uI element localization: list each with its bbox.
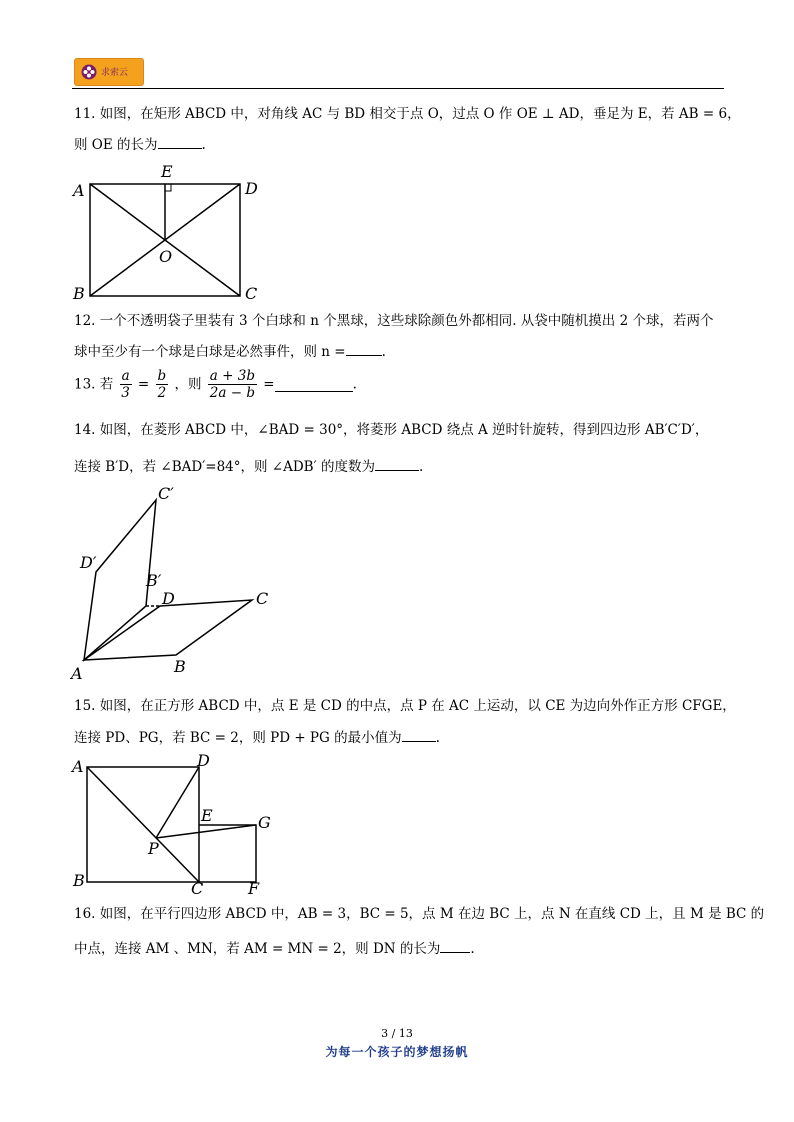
q15-answer-blank[interactable] [402, 727, 436, 742]
q13-fraction-a3 [120, 368, 132, 401]
q12-text-line1: 12. 一个不透明袋子里装有 3 个白球和 n 个黑球，这些球除颜色外都相同. 从袋中随机摸出 2 个球，若两个 [74, 313, 714, 329]
q11-right-angle-mark [165, 184, 171, 191]
q15-text-line1: 15. 如图，在正方形 ABCD 中，点 E 是 CD 的中点，点 P 在 AC 上运动，以 CE 为边向外作正方形 CFGE， [74, 698, 736, 714]
q11-line2-end: . [201, 137, 206, 153]
page-number: 3 / 13 [381, 1027, 413, 1040]
q12-text-line2 [74, 341, 724, 362]
q16-text-line1: 16. 如图，在平行四边形 ABCD 中，AB = 3，BC = 5，点 M 在边 BC 上，点 N 在直线 CD 上，且 M 是 BC 的 [74, 906, 765, 922]
q13-fraction-b2 [156, 368, 169, 401]
q11-label-b: B [73, 284, 85, 303]
q15-label-c: C [191, 879, 204, 898]
q15-label-d: D [197, 752, 210, 770]
q15-label-e: E [201, 806, 213, 825]
q14-text-line2 [74, 456, 724, 477]
q11-label-o: O [159, 247, 173, 266]
q11-label-e: E [161, 162, 173, 181]
q14-rhombus-figure [70, 482, 280, 687]
q11-line2-text: 则 OE 的长为 [74, 137, 158, 153]
q11-label-d: D [245, 179, 258, 198]
q13-f1-numerator: a [121, 368, 130, 384]
q16-answer-blank[interactable] [440, 938, 470, 953]
q14-line2-text: 连接 B′D，若 ∠BAD′=84°，则 ∠ADB′ 的度数为 [74, 459, 375, 475]
q14-label-c: C [256, 589, 269, 608]
q16-text-line2 [74, 938, 724, 959]
q13-fraction-expr [208, 368, 257, 401]
q15-label-p: P [148, 839, 159, 858]
q14-label-d: D [162, 589, 175, 608]
q14-label-c1: C′ [158, 484, 174, 503]
q14-rhombus-abcd [84, 600, 252, 660]
q12-line2-end: . [381, 344, 386, 360]
q12-line2-text: 球中至少有一个球是白球是必然事件，则 n = [74, 344, 346, 360]
q15-label-f: F [248, 879, 260, 898]
q11-answer-blank[interactable] [158, 134, 202, 149]
q13-f3-denominator: 2a − b [209, 385, 255, 401]
q11-label-a: A [73, 181, 85, 200]
q14-answer-blank[interactable] [375, 456, 419, 471]
q13-f1-denominator: 3 [121, 385, 130, 401]
q15-text-line2 [74, 727, 724, 748]
q12-answer-blank[interactable] [346, 341, 382, 356]
q13-prefix: 13. 若 [74, 376, 114, 393]
footer-slogan: 为每一个孩子的梦想扬帆 [325, 1045, 469, 1059]
q14-label-b1: B′ [146, 571, 162, 590]
q15-label-a: A [72, 757, 84, 776]
q11-text-line2 [74, 134, 724, 155]
flower-icon [81, 64, 97, 80]
q15-label-b: B [73, 871, 85, 890]
q13-f3-numerator: a + 3b [209, 368, 255, 384]
q13-equals-2: = [263, 376, 275, 393]
q15-line2-end: . [435, 730, 440, 746]
q14-line2-end: . [418, 459, 424, 475]
q15-square-cfge [199, 825, 256, 882]
q13-end: . [352, 376, 357, 393]
logo-text: 求索云 [101, 68, 129, 78]
q14-text-line1: 14. 如图，在菱形 ABCD 中，∠BAD = 30°，将菱形 ABCD 绕点 A 逆时针旋转，得到四边形 AB′C′D′， [74, 422, 709, 438]
q15-segment-pd [156, 767, 199, 838]
q14-label-b: B [174, 657, 186, 676]
q14-label-a: A [71, 664, 83, 683]
q11-label-c: C [245, 284, 258, 303]
q13-equals: = [137, 376, 150, 393]
q15-label-g: G [258, 813, 271, 832]
q13-f2-denominator: 2 [157, 385, 167, 401]
q11-rectangle-figure [70, 158, 270, 304]
q15-square-figure [70, 752, 280, 898]
brand-logo [74, 58, 144, 86]
q13-mid: ，则 [174, 376, 202, 393]
q15-line2-text: 连接 PD、PG，若 BC = 2，则 PD + PG 的最小值为 [74, 730, 402, 746]
q13-answer-blank[interactable] [275, 377, 353, 392]
q16-line2-end: . [470, 941, 475, 957]
q14-label-d1: D′ [80, 553, 97, 572]
q15-segment-pg [156, 825, 256, 838]
q16-line2-text: 中点，连接 AM 、MN，若 AM = MN = 2，则 DN 的长为 [74, 941, 441, 957]
q11-text-line1: 11. 如图，在矩形 ABCD 中，对角线 AC 与 BD 相交于点 O，过点 O 作 OE ⊥ AD，垂足为 E，若 AB = 6， [74, 106, 741, 122]
q15-diagonal-ac [87, 767, 199, 882]
q13-f2-numerator: b [157, 368, 167, 384]
q13-text-line [74, 368, 724, 408]
header-divider [72, 88, 724, 89]
